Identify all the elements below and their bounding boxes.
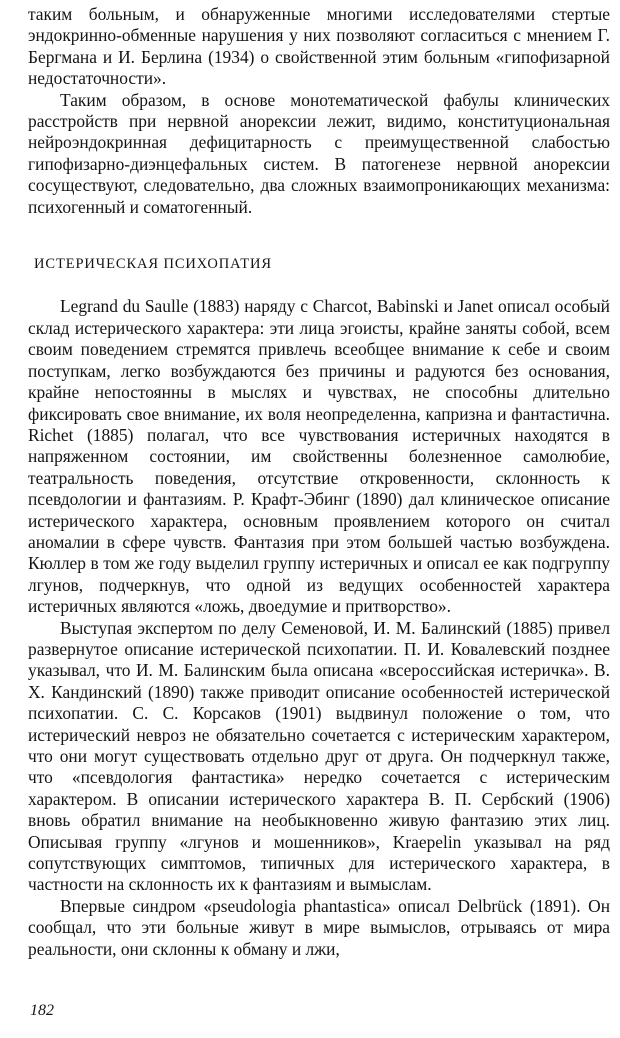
paragraph-balinsky: Выступая экспертом по делу Семеновой, И. М. Балинский (1885) привел развернутое описание истерической психопатии. П. И. Ковалевский позднее указывал, что И. М. Балинским была описана «всероссийская истеричка». В. Х. Кандинский (1890) также приводит описание особенностей истерической психопатии. С. С. Корсаков (1901) выдвинул положение о том, что истерический невроз не обязательно сочетается с истерическим характером, что они могут существовать отдельно друг от друга. Он подчеркнул также, что «псевдология фантастика» нередко сочетается с истерическим характером. В описании истерического характера В. П. Сербский (1906) вновь обратил внимание на необыкновенно живую фантазию этих лиц. Описывая группу «лгунов и мошенников», Kraepelin указывал на ряд сопутствующих симптомов, типичных для истерического характера, в частности на склонность их к фантазиям и вымыслам. <box>28 617 610 895</box>
paragraph-continued: таким больным, и обнаруженные многими исследователями стертые эндокринно-обменные нарушения у них позволяют согласиться с мнением Г. Бергмана и И. Берлина (1934) о свойственной этим больным «гипофизарной недостаточности». <box>28 4 610 89</box>
page-number: 182 <box>30 1002 54 1019</box>
paragraph-legrand: Legrand du Saulle (1883) наряду с Charcot, Babinski и Janet описал особый склад истерического характера: эти лица эгоисты, крайне заняты собой, всем своим поведением стремятся привлечь всеобщее внимание к себе и своим поступкам, легко возбуждаются без причины и радуются без основания, крайне непостоянны в мыслях и чувствах, не способны длительно фиксировать свое внимание, их воля неопределенна, капризна и фантастична. Richet (1885) полагал, что все чувствования истеричных находятся в напряженном состоянии, им свойственны болезненное самолюбие, театральность поведения, отсутствие откровенности, склонность к псевдологии и фантазиям. Р. Крафт-Эбинг (1890) дал клиническое описание истерического характера, основным проявлением которого он считал аномалии в сфере чувств. Фантазия при этом большей частью возбуждена. Кюллер в том же году выделил группу истеричных и описал ее как подгруппу лгунов, подчеркнув, что одной из ведущих особенностей характера истеричных являются «ложь, двоедумие и притворство». <box>28 296 610 617</box>
section-heading: ИСТЕРИЧЕСКАЯ ПСИХОПАТИЯ <box>34 256 272 273</box>
paragraph-conclusion: Таким образом, в основе монотематической фабулы клинических расстройств при нервной анорексии лежит, видимо, конституциональная нейроэндокринная дефицитарность с преимущественной слабостью гипофизарно-диэнцефальных систем. В патогенезе нервной анорексии сосуществуют, следовательно, два сложных взаимопроникающих механизма: психогенный и соматогенный. <box>28 89 610 217</box>
paragraph-delbruck: Впервые синдром «pseudologia phantastica» описал Delbrück (1891). Он сообщал, что эти больные живут в мире вымыслов, отрываясь от мира реальности, они склонны к обману и лжи, <box>28 895 610 959</box>
